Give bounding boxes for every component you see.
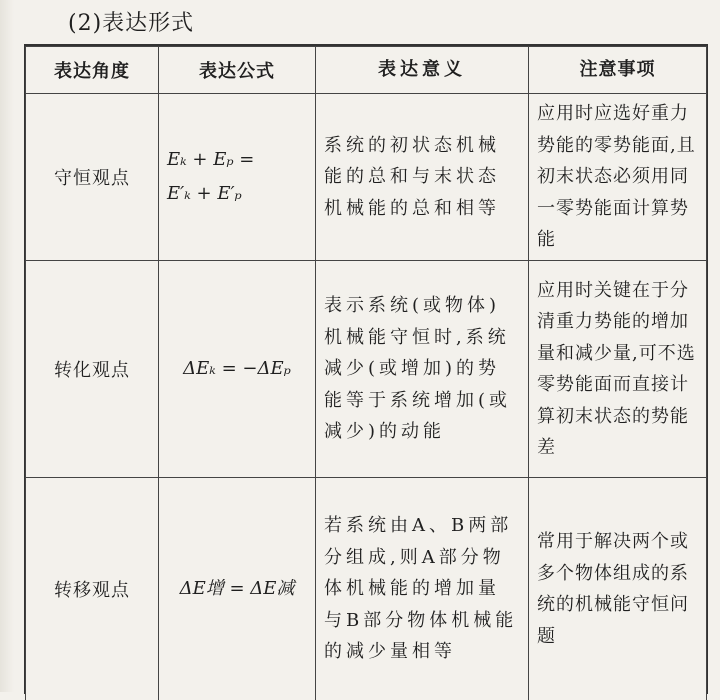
- header-meaning: 表达意义: [316, 47, 529, 94]
- header-angle: 表达角度: [26, 47, 159, 94]
- cell-formula: [159, 94, 316, 261]
- table-header-row: [26, 47, 707, 94]
- cell-notes: 常用于解决两个或多个物体组成的系统的机械能守恒问题: [529, 478, 707, 700]
- cell-angle: 转移观点: [26, 478, 159, 700]
- page-margin-shadow: [0, 0, 14, 692]
- cell-formula: [159, 478, 316, 700]
- cell-notes: 应用时关键在于分清重力势能的增加量和减少量,可不选零势能面而直接计算初末状态的势能差: [529, 261, 707, 478]
- expression-forms-table: [24, 44, 708, 694]
- cell-meaning: 系统的初状态机械能的总和与末状态机械能的总和相等: [316, 94, 529, 261]
- table-row: [26, 478, 707, 700]
- header-formula: 表达公式: [159, 47, 316, 94]
- formula-line: Eₖ + Eₚ =: [167, 143, 307, 177]
- formula-line: E′ₖ + E′ₚ: [167, 177, 307, 211]
- cell-meaning: 表示系统(或物体)机械能守恒时,系统减少(或增加)的势能等于系统增加(或减少)的动能: [316, 261, 529, 478]
- cell-angle: 转化观点: [26, 261, 159, 478]
- section-title: (2)表达形式: [68, 6, 194, 37]
- header-notes: 注意事项: [529, 47, 707, 94]
- table-row: [26, 94, 707, 261]
- table-row: [26, 261, 707, 478]
- cell-notes: 应用时应选好重力势能的零势能面,且初末状态必须用同一零势能面计算势能: [529, 94, 707, 261]
- formula-line: ΔEₖ = −ΔEₚ: [167, 352, 307, 386]
- cell-formula: [159, 261, 316, 478]
- cell-angle: 守恒观点: [26, 94, 159, 261]
- cell-meaning: 若系统由A、B两部分组成,则A部分物体机械能的增加量与B部分物体机械能的减少量相等: [316, 478, 529, 700]
- formula-line: ΔE增 = ΔE减: [167, 572, 307, 606]
